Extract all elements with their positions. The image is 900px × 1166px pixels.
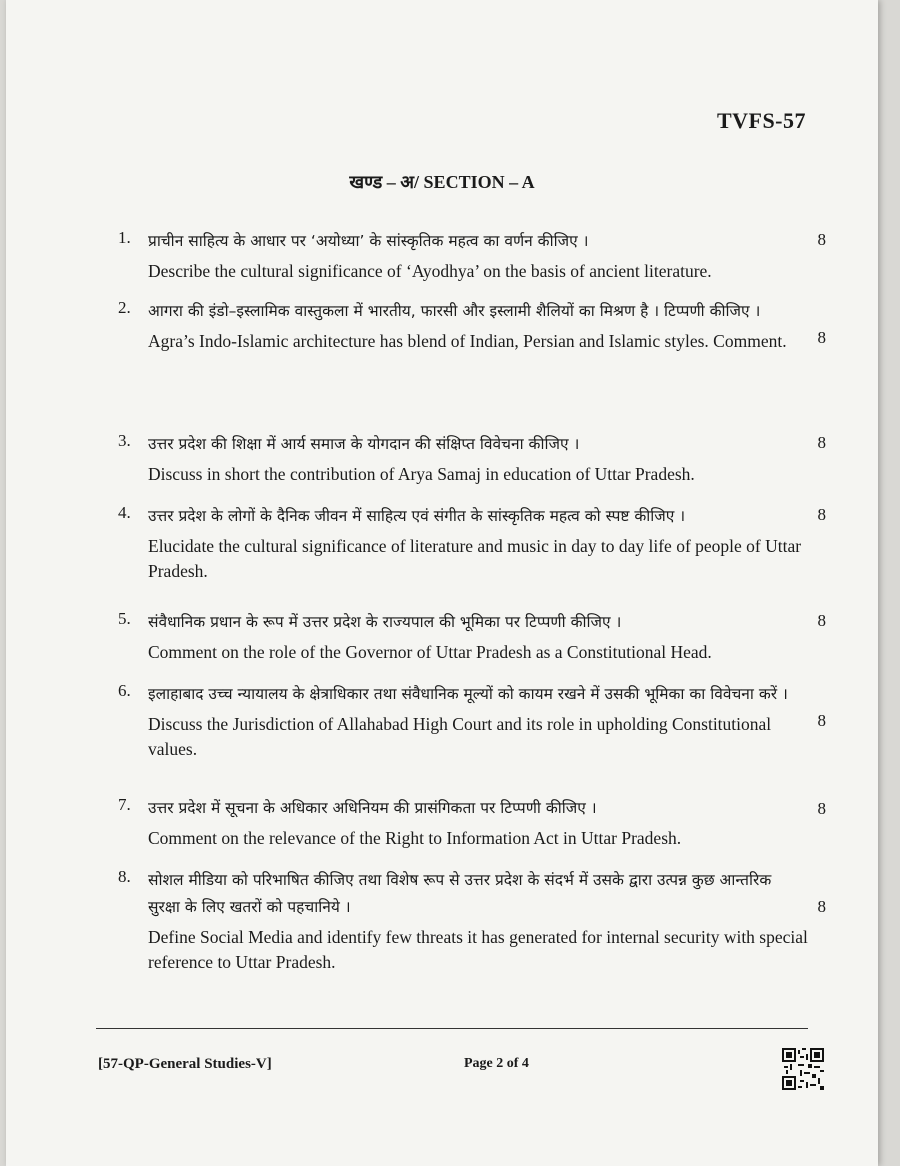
question-6 <box>118 681 826 789</box>
question-8 <box>118 867 826 977</box>
question-english: Discuss the Jurisdiction of Allahabad High Court and its role in upholding Constitutional values. <box>148 714 772 759</box>
question-english: Comment on the relevance of the Right to Information Act in Uttar Pradesh. <box>148 828 682 848</box>
question-english: Agra’s Indo-Islamic architecture has blend of Indian, Persian and Islamic styles. Comment. <box>148 331 787 351</box>
question-number: 3. <box>118 431 131 450</box>
footer-page-number: Page 2 of 4 <box>464 1056 529 1071</box>
question-marks: 8 <box>817 799 826 818</box>
footer-paper-code: [57-QP-General Studies-V] <box>98 1056 272 1072</box>
qr-code-icon <box>782 1048 824 1090</box>
question-marks: 8 <box>817 505 826 524</box>
question-number: 1. <box>118 228 131 247</box>
question-number: 6. <box>118 681 131 700</box>
section-title: खण्ड – अ/ SECTION – A <box>349 172 535 192</box>
question-3 <box>118 431 826 487</box>
question-hindi: सोशल मीडिया को परिभाषित कीजिए तथा विशेष रूप से उत्तर प्रदेश के संदर्भ में उसके द्वारा उत्पन्न कुछ आन्तरिक सुरक्षा के लिए खतरों को पहचानिये । <box>148 871 772 916</box>
question-4 <box>118 503 826 585</box>
question-list <box>118 228 826 977</box>
question-marks: 8 <box>817 897 826 916</box>
question-number: 8. <box>118 867 131 886</box>
question-7 <box>118 795 826 851</box>
question-hindi: उत्तर प्रदेश के लोगों के दैनिक जीवन में साहित्य एवं संगीत के सांस्कृतिक महत्व को स्पष्ट कीजिए । <box>148 507 686 525</box>
question-hindi: इलाहाबाद उच्च न्यायालय के क्षेत्राधिकार तथा संवैधानिक मूल्यों को कायम रखने में उसकी भूमिका का विवेचना करें । <box>148 685 788 703</box>
question-hindi: संवैधानिक प्रधान के रूप में उत्तर प्रदेश के राज्यपाल की भूमिका पर टिप्पणी कीजिए । <box>148 613 622 631</box>
question-hindi: उत्तर प्रदेश की शिक्षा में आर्य समाज के योगदान की संक्षिप्त विवेचना कीजिए । <box>148 435 580 453</box>
question-5 <box>118 609 826 665</box>
question-english: Comment on the role of the Governor of Uttar Pradesh as a Constitutional Head. <box>148 642 712 662</box>
question-marks: 8 <box>817 711 826 730</box>
paper-code: TVFS-57 <box>716 108 806 133</box>
question-number: 7. <box>118 795 131 814</box>
question-number: 5. <box>118 609 131 628</box>
question-english: Describe the cultural significance of ‘Ayodhya’ on the basis of ancient literature. <box>148 261 712 281</box>
question-hindi: प्राचीन साहित्य के आधार पर ‘अयोध्या’ के सांस्कृतिक महत्व का वर्णन कीजिए । <box>148 232 589 250</box>
question-english: Define Social Media and identify few threats it has generated for internal security with special reference to Uttar Pradesh. <box>148 927 808 972</box>
question-english: Elucidate the cultural significance of literature and music in day to day life of people of Uttar Pradesh. <box>148 536 802 581</box>
question-marks: 8 <box>817 611 826 630</box>
question-marks: 8 <box>817 433 826 452</box>
question-number: 4. <box>118 503 131 522</box>
footer-divider <box>96 1028 808 1029</box>
question-1 <box>118 228 826 284</box>
exam-page <box>6 0 878 1166</box>
question-hindi: उत्तर प्रदेश में सूचना के अधिकार अधिनियम की प्रासंगिकता पर टिप्पणी कीजिए । <box>148 799 597 817</box>
question-marks: 8 <box>817 328 826 347</box>
question-english: Discuss in short the contribution of Arya Samaj in education of Uttar Pradesh. <box>148 464 695 484</box>
question-2 <box>118 298 826 425</box>
question-marks: 8 <box>817 230 826 249</box>
question-number: 2. <box>118 298 131 317</box>
question-hindi: आगरा की इंडो–इस्लामिक वास्तुकला में भारतीय, फारसी और इस्लामी शैलियों का मिश्रण है । टिप्पणी कीजिए । <box>148 302 761 320</box>
